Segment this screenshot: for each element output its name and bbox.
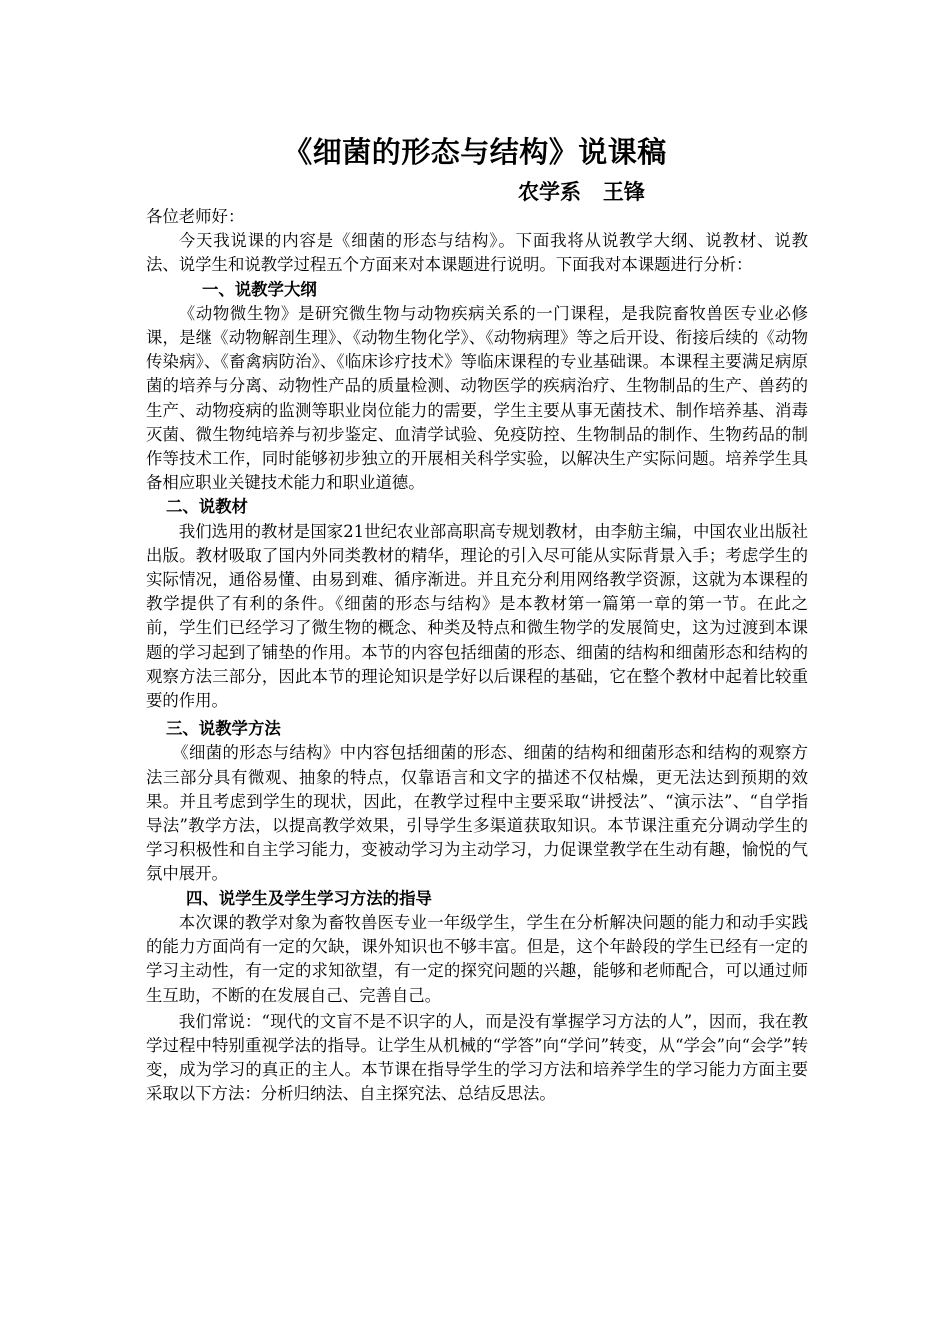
section-heading-teaching-methods: 三、说教学方法 [166, 719, 281, 739]
greeting: 各位老师好： [146, 207, 245, 226]
intro-paragraph: 今天我说课的内容是《细菌的形态与结构》。下面我将从说教学大纲、说教材、说教法、说学生和说教学过程五个方面来对本课题进行说明。下面我对本课题进行分析： [146, 231, 808, 275]
learning-methods-paragraph: 我们常说：“现代的文盲不是不识字的人，而是没有掌握学习方法的人”，因而，我在教学过程中特别重视学法的指导。让学生从机械的“学答”向“学问”转变，从“学会”向“会学”转变，成为学习的真正的主人。本节课在指导学生的学习方法和培养学生的学习能力方面主要采取以下方法：分析归纳法、自主探究法、总结反思法。 [146, 1011, 808, 1104]
section-heading-syllabus: 一、说教学大纲 [202, 279, 317, 299]
document-body [146, 205, 808, 1107]
section-heading-students: 四、说学生及学生学习方法的指导 [186, 888, 432, 908]
document-title: 《细菌的形态与结构》说课稿 [283, 135, 667, 169]
textbook-paragraph: 我们选用的教材是国家21世纪农业部高职高专规划教材，由李舫主编，中国农业出版社出版。教材吸取了国内外同类教材的精华，理论的引入尽可能从实际背景入手；考虑学生的实际情况，通俗易懂、由易到难、循序渐进。并且充分利用网络教学资源，这就为本课程的教学提供了有利的条件。《细菌的形态与结构》是本教材第一篇第一章的第一节。在此之前，学生们已经学习了微生物的概念、种类及特点和微生物学的发展简史，这为过渡到本课题的学习起到了铺垫的作用。本节的内容包括细菌的形态、细菌的结构和细菌形态和结构的观察方法三部分，因此本节的理论知识是学好以后课程的基础，它在整个教材中起着比较重要的作用。 [146, 521, 808, 711]
section-heading-textbook: 二、说教材 [166, 497, 248, 517]
students-paragraph: 本次课的教学对象为畜牧兽医专业一年级学生，学生在分析解决问题的能力和动手实践的能力方面尚有一定的欠缺，课外知识也不够丰富。但是，这个年龄段的学生已经有一定的学习主动性，有一定的求知欲望，有一定的探究问题的兴趣，能够和老师配合，可以通过师生互助，不断的在发展自己、完善自己。 [146, 912, 808, 1005]
syllabus-paragraph: 《动物微生物》是研究微生物与动物疾病关系的一门课程，是我院畜牧兽医专业必修课，是继《动物解剖生理》、《动物生物化学》、《动物病理》等之后开设、衔接后续的《动物传染病》、《畜禽病防治》、《临床诊疗技术》等临床课程的专业基础课。本课程主要满足病原菌的培养与分离、动物性产品的质量检测、动物医学的疾病治疗、生物制品的生产、兽药的生产、动物疫病的监测等职业岗位能力的需要，学生主要从事无菌技术、制作培养基、消毒灭菌、微生物纯培养与初步鉴定、血清学试验、免疫防控、生物制品的制作、生物药品的制作等技术工作，同时能够初步独立的开展相关科学实验，以解决生产实际问题。培养学生具备相应职业关键技术能力和职业道德。 [146, 303, 808, 493]
teaching-methods-paragraph: 《细菌的形态与结构》中内容包括细菌的形态、细菌的结构和细菌形态和结构的观察方法三部分具有微观、抽象的特点，仅靠语言和文字的描述不仅枯燥，更无法达到预期的效果。并且考虑到学生的现状，因此，在教学过程中主要采取“讲授法”、“演示法”、“自学指导法”教学方法，以提高教学效果，引导学生多渠道获取知识。本节课注重充分调动学生的学习积极性和自主学习能力，变被动学习为主动学习，力促课堂教学在生动有趣，愉悦的气氛中展开。 [146, 743, 808, 884]
author-line: 农学系 王锋 [518, 179, 645, 204]
